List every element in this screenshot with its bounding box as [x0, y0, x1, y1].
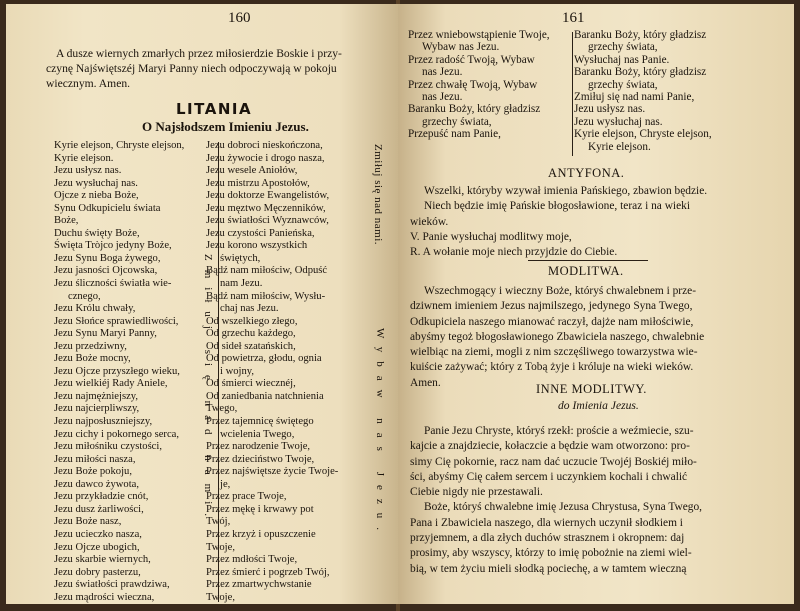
text-line: i wojny, — [220, 365, 255, 377]
text-line: Jezu doktorze Ewangelistów, — [206, 190, 330, 202]
text-line: Wysłuchaj nas Panie. — [574, 53, 670, 66]
text-line: Zmiłuj się nad nami Panie, — [574, 90, 695, 103]
text-line: Kyrie elejson. — [54, 152, 114, 164]
text-line: nam Jezu. — [220, 278, 263, 290]
text-line: Przez chwałę Twoją, Wybaw — [408, 78, 538, 91]
text-line: chaj nas Jezu. — [220, 303, 279, 315]
text-line: Jezu dobry pasterzu, — [54, 566, 141, 578]
text-line: prosimy, aby wszyscy, którzy to imię pobożnie na ziemi wiel- — [410, 547, 692, 560]
text-line: ści, abyśmy Cię całem sercem i uczynkiem kochali i chwalić — [410, 470, 688, 483]
text-line: Jezu Ojcze przyszłego wieku, — [54, 365, 180, 377]
intro-line: A dusze wiernych zmarłych przez miłosierdzie Boskie i przy- — [56, 47, 342, 60]
text-line: Jezu Ojcze ubogich, — [54, 541, 140, 553]
antyfona-heading: ANTYFONA. — [548, 166, 625, 180]
text-line: Jezu Królu chwały, — [54, 303, 136, 315]
text-line: Jezu czystości Panieńska, — [206, 227, 315, 239]
page-number: 160 — [228, 10, 251, 26]
text-line: Od grzechu każdego, — [206, 328, 296, 340]
litany-title: LITANIA — [176, 100, 253, 118]
text-line: Przez tajemnicę świętego — [206, 416, 314, 428]
text-line: Jezu światłości prawdziwa, — [54, 579, 170, 591]
text-line: Ciebie nigdy nie przestawali. — [410, 486, 543, 499]
text-line: Odkupiciela naszego mianować raczył, dajże nam miłościwie, — [410, 315, 694, 328]
text-line: simy Cię pokornie, racz nam dać uczucie Twojéj Boskiéj miło- — [410, 455, 697, 468]
text-line: Jezu cichy i pokornego serca, — [54, 428, 180, 440]
text-line: Niech będzie imię Pańskie błogosławione, teraz i na wieki — [424, 200, 691, 213]
text-line: Jezu przykładzie cnót, — [54, 491, 149, 503]
text-line: Baranku Boży, który gładzisz — [574, 29, 707, 41]
text-line: Jezu wielkiéj Rady Aniele, — [54, 378, 168, 390]
modlitwa-heading: MODLITWA. — [548, 264, 624, 278]
vertical-response: Wybaw nas Jezu. — [374, 328, 386, 540]
right-page — [398, 4, 794, 604]
text-line: Twoje, — [206, 591, 235, 603]
text-line: Od śmierci wiecznéj, — [206, 378, 296, 390]
text-line: nas Jezu. — [422, 90, 463, 103]
text-line: Od zaniedbania natchnienia — [206, 390, 324, 402]
text-line: Jezu najmężniejszy, — [54, 390, 139, 402]
text-line: kuiście zażywać; który z Tobą żyje i króluje na wieki wieków. — [410, 361, 694, 374]
intro-line: wiecznym. Amen. — [46, 77, 131, 90]
inne-modlitwy-text — [410, 424, 702, 577]
text-line: Jezu dobroci nieskończona, — [206, 140, 323, 151]
text-line: Przez dzieciństwo Twoje, — [206, 453, 315, 465]
text-line: Jezu miłości nasza, — [54, 453, 136, 465]
vertical-response: Zmiłuj się nad nami. — [202, 254, 214, 526]
litany-subtitle: O Najsłodszem Imieniu Jezus. — [142, 119, 309, 134]
text-line: Wszelki, któryby wzywał imienia Pańskiego, zbawion będzie. — [424, 185, 708, 197]
text-line: Jezu najposłuszniejszy, — [54, 416, 153, 428]
text-line: Bądź nam miłościw, Wysłu- — [206, 290, 326, 302]
text-line: Przez prace Twoje, — [206, 491, 287, 503]
text-line: Jezu jasności Ojcowska, — [54, 265, 158, 277]
text-line: Jezu żywocie i drogo nasza, — [206, 152, 325, 164]
page-number: 161 — [562, 10, 585, 26]
text-line: cznego, — [68, 290, 101, 302]
text-line: Jezu Boże mocny, — [54, 353, 131, 365]
text-line: przyjemnem, a dla złych duchów strasznem i okropnem: daj — [410, 532, 685, 545]
text-line: Jezu Słońce sprawiedliwości, — [54, 315, 179, 327]
divider — [528, 260, 648, 261]
text-line: wielbiąc na ziemi, mogli z nim szczęśliwego towarzystwa wie- — [410, 346, 698, 359]
text-line: R. A wołanie moje niech przyjdzie do Ciebie. — [410, 246, 618, 259]
text-line: Duchu święty Boże, — [54, 227, 140, 239]
text-line: Jezu wysłuchaj nas. — [574, 115, 663, 128]
text-line: je, — [220, 478, 231, 490]
text-line: Panie Jezu Chryste, któryś rzekł: proście a weźmiecie, szu- — [424, 425, 694, 437]
text-line: Baranku Boży, który gładzisz — [574, 66, 707, 79]
text-line: Jezu skarbie wiernych, — [54, 554, 151, 566]
litany-column-2 — [206, 140, 338, 604]
text-line: Przepuść nam Panie, — [408, 128, 501, 141]
text-line: Kyrie elejson, Chryste elejson, — [54, 140, 185, 151]
text-line: Jezu usłysz nas. — [54, 165, 122, 177]
text-line: Jezu przedziwny, — [54, 340, 127, 352]
column-divider — [572, 32, 573, 156]
litany-continuation-column-1 — [408, 29, 550, 141]
text-line: Święta Tròjco jedyny Boże, — [54, 240, 172, 252]
intro-line: czynę Najświętszéj Maryi Panny niech odpoczywają w pokoju — [46, 62, 337, 75]
text-line: Przez najświętsze życie Twoje- — [206, 466, 339, 478]
text-line: Jezu mądrości wieczna, — [54, 591, 155, 603]
text-line: świętych, — [220, 252, 261, 264]
text-line: wieków. — [410, 215, 449, 228]
text-line: Przez śmierć i pogrzeb Twój, — [206, 566, 330, 578]
text-line: Jezu ucieczko nasza, — [54, 528, 142, 540]
text-line: Przez zmartwychwstanie — [206, 579, 312, 591]
text-line: grzechy świata, — [422, 115, 492, 128]
text-line: Wybaw nas Jezu. — [422, 41, 500, 54]
text-line: abyśmy tegoż błogosławionego Zbawiciela naszego, chwalebnie — [410, 330, 705, 343]
text-line: Jezu dawco żywota, — [54, 478, 140, 490]
text-line: Przez radość Twoją, Wybaw — [408, 53, 535, 66]
modlitwa-text — [410, 284, 704, 391]
text-line: Jezu wysłuchaj nas. — [54, 177, 138, 189]
text-line: V. Panie wysłuchaj modlitwy moje, — [410, 230, 572, 243]
vertical-response: Zmiłuj się nad nami. — [372, 144, 384, 246]
text-line: Jezu usłysz nas. — [574, 103, 646, 116]
text-line: grzechy świata, — [588, 41, 658, 54]
text-line: Jezu mistrzu Apostołów, — [206, 177, 310, 189]
text-line: Jezu korono wszystkich — [206, 240, 308, 252]
text-line: Jezu Synu Boga żywego, — [54, 252, 161, 264]
text-line: Jezu męztwo Męczenników, — [206, 202, 326, 214]
text-line: Amen. — [410, 376, 441, 389]
text-line: Ojcze z nieba Boże, — [54, 190, 139, 202]
antyfona-text — [410, 184, 707, 260]
text-line: Jezu śliczności światła wie- — [54, 278, 172, 290]
litany-continuation-column-2 — [574, 29, 712, 153]
litany-column-1 — [54, 140, 184, 604]
text-line: grzechy świata, — [588, 78, 658, 91]
text-line: Kyrie elejson. — [588, 140, 651, 153]
inne-modlitwy-subtitle: do Imienia Jezus. — [558, 399, 639, 412]
text-line: Bądź nam miłościw, Odpuść — [206, 265, 328, 277]
text-line: Przez mękę i krwawy pot — [206, 503, 314, 515]
text-line: Synu Odkupicielu świata — [54, 202, 161, 214]
text-line: kajcie a znajdziecie, kołaczcie a będzie wam otworzono: pro- — [410, 440, 690, 453]
text-line: Boże, któryś chwalebne imię Jezusa Chrystusa, Syna Twego, — [424, 501, 703, 514]
text-line: Wszechmogący i wieczny Boże, któryś chwalebnem i prze- — [424, 285, 696, 297]
text-line: Jezu Synu Maryi Panny, — [54, 328, 157, 340]
text-line: Kyrie elejson, Chryste elejson, — [574, 128, 712, 141]
text-line: Boże, — [54, 215, 79, 227]
text-line: Twój, — [206, 516, 231, 528]
inne-modlitwy-heading: INNE MODLITWY. — [536, 382, 647, 396]
text-line: Baranku Boży, który gładzisz — [408, 103, 541, 116]
text-line: Przez wniebowstąpienie Twoje, — [408, 29, 550, 41]
text-line: Twoje, — [206, 541, 235, 553]
text-line: Przez krzyż i opuszczenie — [206, 528, 316, 540]
text-line: Jezu Boże nasz, — [54, 516, 122, 528]
left-page — [6, 4, 398, 604]
text-line: bią, w tem życiu mieli słodką pociechę, a w tamtem wieczną — [410, 562, 687, 575]
text-line: dziwnem imieniem Jezus najmilszego, jedynego Syna Twego, — [410, 300, 693, 313]
text-line: Przez mdłości Twoje, — [206, 554, 298, 566]
text-line: Od wszelkiego złego, — [206, 315, 298, 327]
text-line: Pana i Zbawiciela naszego, dla wiernych uczynił słodkiem i — [410, 516, 683, 529]
text-line: nas Jezu. — [422, 66, 463, 79]
text-line: Jezu dusz żarliwości, — [54, 503, 144, 515]
text-line: Przez narodzenie Twoje, — [206, 441, 311, 453]
text-line: Twego, — [206, 403, 238, 415]
text-line: Jezu wesele Aniołów, — [206, 165, 298, 177]
text-line: Jezu miłośniku czystości, — [54, 441, 162, 453]
text-line: Jezu Boże pokoju, — [54, 466, 132, 478]
text-line: Jezu światłości Wyznawców, — [206, 215, 329, 227]
text-line: Od powietrza, głodu, ognia — [206, 353, 322, 365]
text-line: Jezu najcierpliwszy, — [54, 403, 140, 415]
text-line: Od sideł szatańskich, — [206, 340, 296, 352]
text-line: wcielenia Twego, — [220, 428, 295, 440]
